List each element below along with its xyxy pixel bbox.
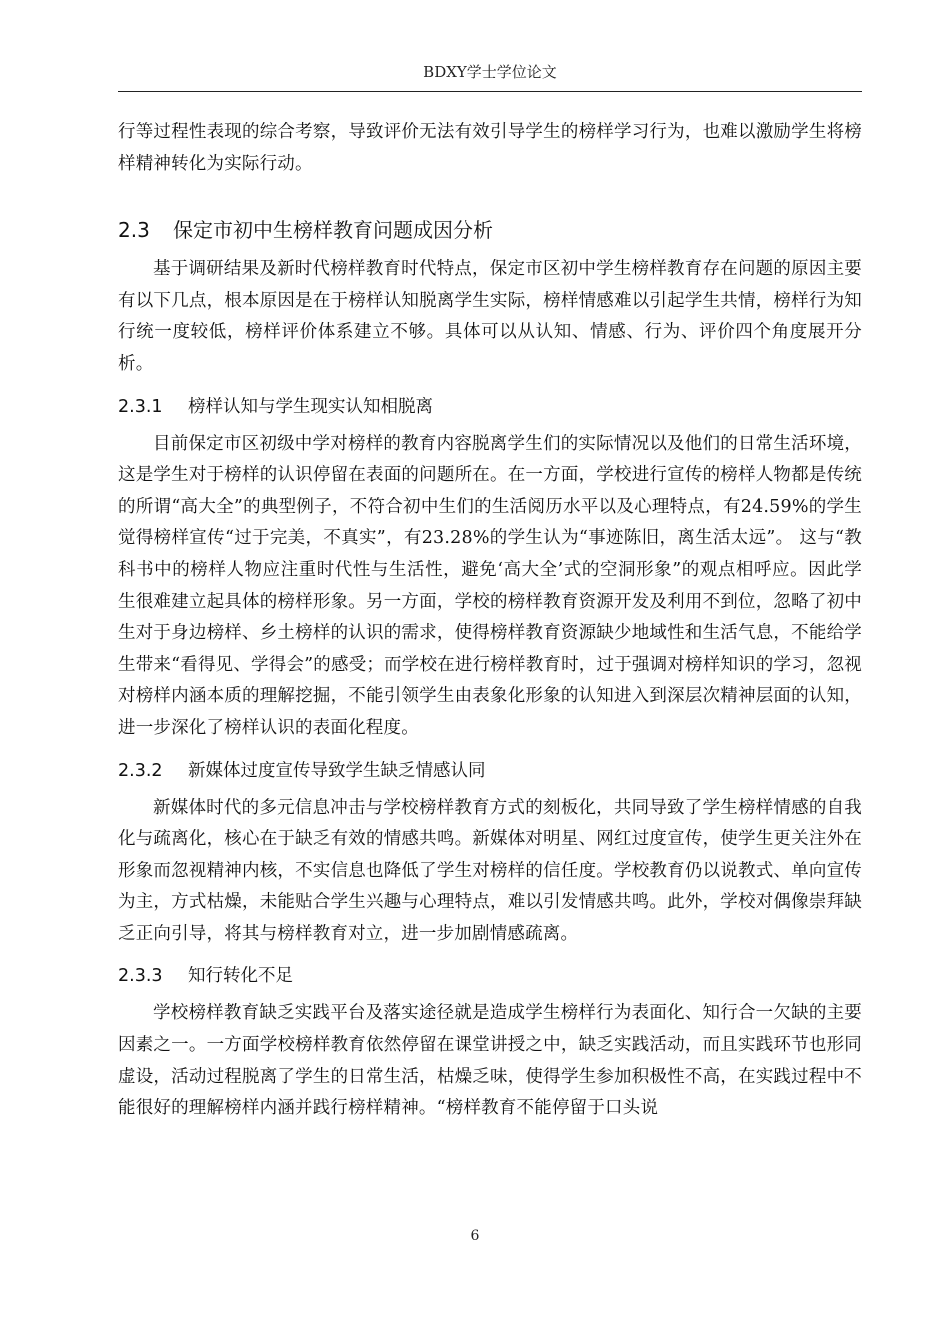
section-number: 2.3 (118, 218, 150, 243)
subsection-title: 知行转化不足 (188, 966, 293, 987)
subsection-number: 2.3.3 (118, 966, 163, 987)
subsection-heading-2-3-3 (118, 960, 862, 992)
subsection-heading-2-3-2 (118, 755, 862, 787)
page-number: 6 (470, 1228, 480, 1244)
body-paragraph: 基于调研结果及新时代榜样教育时代特点，保定市区初中学生榜样教育存在问题的原因主要有以下几点，根本原因是在于榜样认知脱离学生实际，榜样情感难以引起学生共情，榜样行为知行统一度较低，榜样评价体系建立不够。具体可以从认知、情感、行为、评价四个角度展开分析。 (118, 259, 862, 374)
header-rule (118, 91, 862, 92)
running-header: BDXY学士学位论文 (423, 63, 557, 81)
subsection-title: 新媒体过度宣传导致学生缺乏情感认同 (188, 760, 486, 781)
body-paragraph: 行等过程性表现的综合考察，导致评价无法有效引导学生的榜样学习行为，也难以激励学生将榜样精神转化为实际行动。 (118, 122, 862, 174)
subsection-title: 榜样认知与学生现实认知相脱离 (188, 396, 433, 417)
subsection-number: 2.3.2 (118, 760, 163, 781)
section-heading-2-3 (118, 212, 862, 248)
subsection-heading-2-3-1 (118, 391, 862, 423)
body-paragraph: 学校榜样教育缺乏实践平台及落实途径就是造成学生榜样行为表面化、知行合一欠缺的主要因素之一。一方面学校榜样教育依然停留在课堂讲授之中，缺乏实践活动，而且实践环节也形同虚设，活动过程脱离了学生的日常生活，枯燥乏味，使得学生参加积极性不高，在实践过程中不能很好的理解榜样内涵并践行榜样精神。“榜样教育不能停留于口头说 (118, 1003, 862, 1119)
section-title: 保定市初中生榜样教育问题成因分析 (173, 218, 493, 243)
body-paragraph: 目前保定市区初级中学对榜样的教育内容脱离学生们的实际情况以及他们的日常生活环境，这是学生对于榜样的认识停留在表面的问题所在。在一方面，学校进行宣传的榜样人物都是传统的所谓“高大全”的典型例子，不符合初中生们的生活阅历水平以及心理特点，有24.59%的学生觉得榜样宣传“过于完美，不真实”，有23.28%的学生认为“事迹陈旧，离生活太远”。 这与“教科书中的榜样人物应注重时代性与生活性，避免‘高大全’式的空洞形象”的观点相呼应。因此学生很难建立起具体的榜样形象。另一方面，学校的榜样教育资源开发及利用不到位，忽略了初中生对于身边榜样、乡土榜样的认识的需求，使得榜样教育资源缺少地域性和生活气息，不能给学生带来“看得见、学得会”的感受；而学校在进行榜样教育时，过于强调对榜样知识的学习，忽视对榜样内涵本质的理解挖掘，不能引领学生由表象化形象的认知进入到深层次精神层面的认知，进一步深化了榜样认识的表面化程度。 (118, 433, 862, 738)
page-body (118, 117, 862, 1125)
subsection-number: 2.3.1 (118, 396, 163, 417)
body-paragraph: 新媒体时代的多元信息冲击与学校榜样教育方式的刻板化，共同导致了学生榜样情感的自我化与疏离化，核心在于缺乏有效的情感共鸣。新媒体对明星、网红过度宣传，使学生更关注外在形象而忽视精神内核，不实信息也降低了学生对榜样的信任度。学校教育仍以说教式、单向宣传为主，方式枯燥，未能贴合学生兴趣与心理特点，难以引发情感共鸣。此外，学校对偶像崇拜缺乏正向引导，将其与榜样教育对立，进一步加剧情感疏离。 (118, 797, 862, 944)
